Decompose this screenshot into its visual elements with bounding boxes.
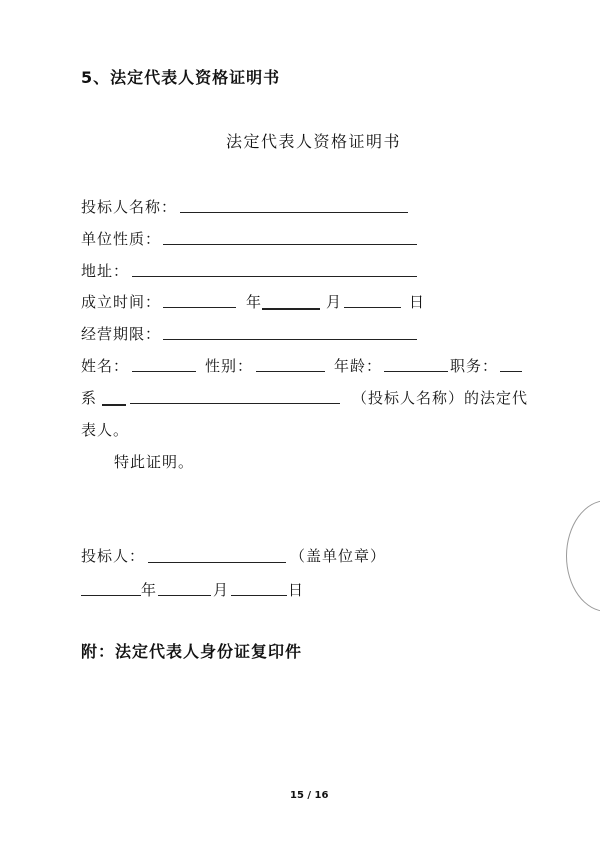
page-number: 15 / 16 (290, 790, 329, 801)
document-title: 法定代表人资格证明书 (226, 132, 402, 151)
signature-year-blank (81, 595, 141, 596)
signature-bidder-blank (148, 562, 286, 563)
signature-year-unit: 年 (141, 581, 158, 599)
term-label: 经营期限： (81, 325, 162, 343)
gender-blank (256, 371, 325, 372)
established-day-blank (344, 307, 401, 308)
is-long-blank (130, 403, 340, 404)
certify-text: 特此证明。 (114, 453, 195, 471)
representative-tail: 表人。 (81, 421, 130, 439)
signature-day-blank (231, 595, 287, 596)
bidder-name-blank (180, 212, 408, 213)
is-short-blank (102, 404, 126, 406)
unit-nature-label: 单位性质： (81, 230, 162, 248)
bidder-name-paren: （投标人名称）的法定代 (352, 389, 529, 407)
signature-day-unit: 日 (288, 581, 305, 599)
signature-month-unit: 月 (213, 581, 230, 599)
established-label: 成立时间： (81, 293, 162, 311)
position-label: 职务： (450, 357, 499, 375)
established-year-unit: 年 (246, 293, 263, 311)
seal-note: （盖单位章） (290, 547, 387, 565)
seal-stamp (566, 500, 600, 612)
term-blank (163, 339, 417, 340)
signature-bidder-label: 投标人： (81, 547, 146, 565)
age-blank (384, 371, 448, 372)
signature-month-blank (158, 595, 211, 596)
attachment-note: 附：法定代表人身份证复印件 (81, 642, 303, 661)
address-label: 地址： (81, 262, 130, 280)
bidder-name-label: 投标人名称： (81, 198, 178, 216)
section-heading: 5、法定代表人资格证明书 (81, 68, 281, 87)
gender-label: 性别： (205, 357, 254, 375)
age-label: 年龄： (334, 357, 383, 375)
is-label: 系 (81, 389, 98, 407)
unit-nature-blank (163, 244, 417, 245)
established-month-blank (262, 308, 320, 310)
name-label: 姓名： (81, 357, 130, 375)
established-year-blank (163, 307, 236, 308)
name-blank (132, 371, 196, 372)
address-blank (132, 276, 417, 277)
position-blank (500, 371, 522, 372)
established-day-unit: 日 (409, 293, 426, 311)
established-month-unit: 月 (326, 293, 343, 311)
